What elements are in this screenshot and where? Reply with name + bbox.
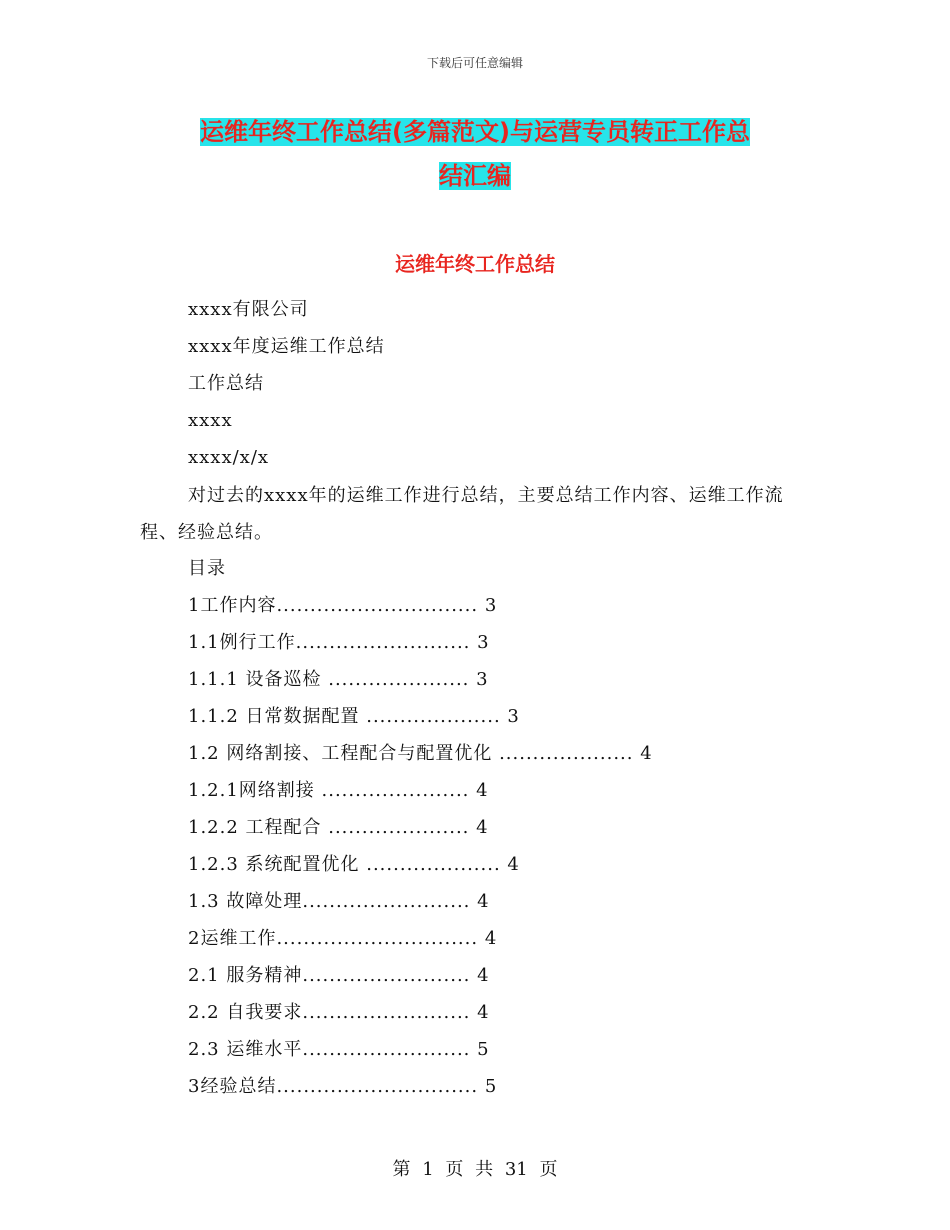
toc-entry[interactable]: 1.2.3 系统配置优化 .................... 4 — [188, 854, 520, 875]
author-line: xxxx — [188, 410, 233, 431]
report-type-line: 工作总结 — [188, 373, 264, 394]
toc-entry[interactable]: 1.1.2 日常数据配置 .................... 3 — [188, 706, 520, 727]
toc-entry[interactable]: 2.1 服务精神......................... 4 — [188, 965, 490, 986]
toc-entry[interactable]: 1.3 故障处理......................... 4 — [188, 891, 490, 912]
toc-entry[interactable]: 1.2 网络割接、工程配合与配置优化 .................... 4 — [188, 743, 653, 764]
toc-entry[interactable]: 2.2 自我要求......................... 4 — [188, 1002, 490, 1023]
toc-entry[interactable]: 1工作内容.............................. 3 — [188, 595, 498, 616]
header-note: 下载后可任意编辑 — [426, 56, 523, 70]
company-line: xxxx有限公司 — [188, 299, 309, 320]
page-footer: 第 1 页 共 31 页 — [392, 1159, 558, 1180]
title-line-2: 结汇编 — [439, 162, 511, 190]
section-title: 运维年终工作总结 — [395, 252, 555, 276]
toc-entry[interactable]: 3经验总结.............................. 5 — [188, 1076, 498, 1097]
intro-paragraph: 对过去的xxxx年的运维工作进行总结，主要总结工作内容、运维工作流程、经验总结。 — [140, 485, 784, 543]
report-year-line: xxxx年度运维工作总结 — [188, 336, 385, 357]
toc-heading: 目录 — [188, 558, 226, 579]
document-title — [140, 110, 810, 198]
toc-entry[interactable]: 1.1.1 设备巡检 ..................... 3 — [188, 669, 489, 690]
toc-entry[interactable]: 1.2.2 工程配合 ..................... 4 — [188, 817, 489, 838]
toc-entry[interactable]: 1.2.1网络割接 ...................... 4 — [188, 780, 489, 801]
title-line-1: 运维年终工作总结(多篇范文)与运营专员转正工作总 — [200, 118, 750, 146]
date-line: xxxx/x/x — [188, 447, 270, 468]
toc-entry[interactable]: 2.3 运维水平......................... 5 — [188, 1039, 490, 1060]
toc-entry[interactable]: 2运维工作.............................. 4 — [188, 928, 498, 949]
toc-entry[interactable]: 1.1例行工作.......................... 3 — [188, 632, 490, 653]
